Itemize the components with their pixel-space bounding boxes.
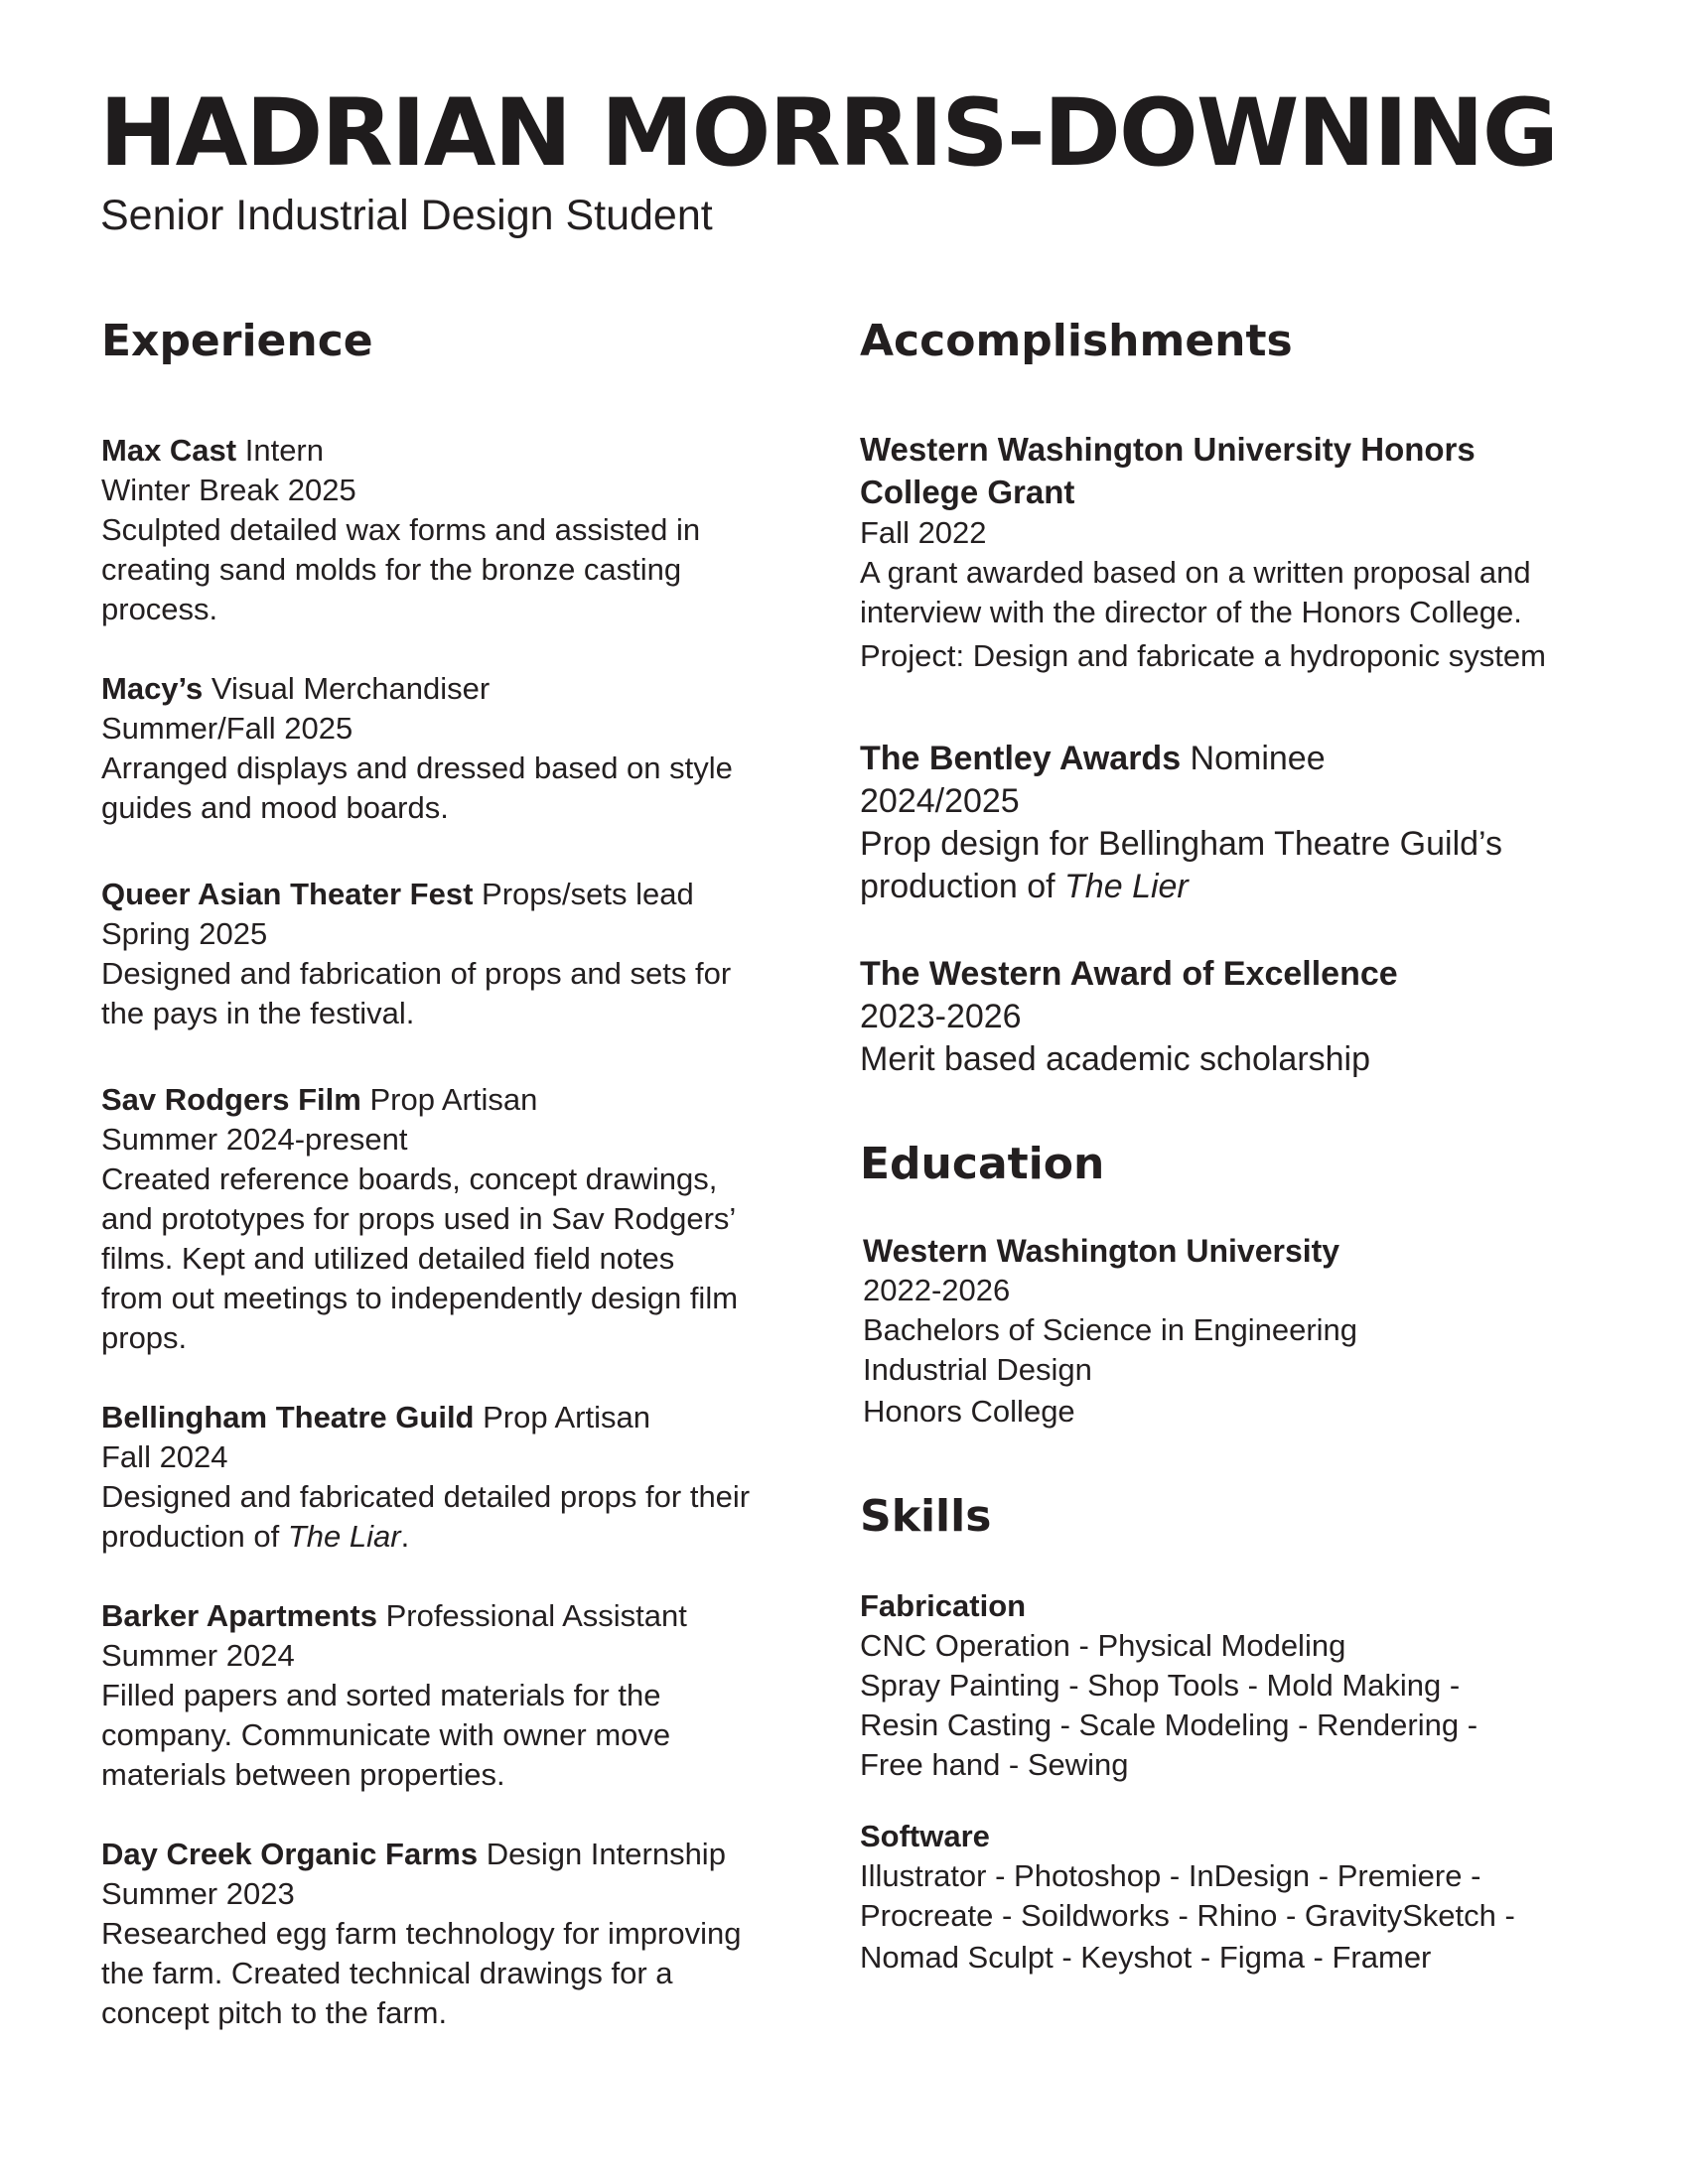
entry-desc: from out meetings to independently design film xyxy=(101,1280,739,1315)
entry-org: Max Cast xyxy=(101,432,237,468)
entry-desc: Designed and fabrication of props and sets for xyxy=(101,955,732,991)
entry-desc: the farm. Created technical drawings for a xyxy=(101,1955,673,1990)
entry-date: Summer 2024-present xyxy=(101,1121,408,1157)
accomplishment-desc: Project: Design and fabricate a hydroponic system xyxy=(860,637,1546,673)
accomplishment-desc: Prop design for Bellingham Theatre Guild’s xyxy=(860,824,1502,863)
skills-line: Spray Painting - Shop Tools - Mold Making - xyxy=(860,1668,1461,1704)
skills-line: Illustrator - Photoshop - InDesign - Premiere - xyxy=(860,1858,1481,1894)
entry-desc: Sculpted detailed wax forms and assisted in xyxy=(101,511,701,547)
entry-role: Visual Merchandiser xyxy=(203,670,491,706)
experience-heading: Experience xyxy=(101,316,373,366)
accomplishment-date: 2024/2025 xyxy=(860,781,1020,820)
accomplishment-role: Nominee xyxy=(1181,739,1326,777)
experience-entry xyxy=(101,1080,796,1358)
entry-org: Queer Asian Theater Fest xyxy=(101,876,474,911)
experience-entry xyxy=(101,431,796,629)
entry-date: Summer 2024 xyxy=(101,1637,295,1673)
experience-entry xyxy=(101,669,796,828)
accomplishment-desc: interview with the director of the Honors College. xyxy=(860,594,1522,629)
entry-desc: concept pitch to the farm. xyxy=(101,1994,448,2030)
education-years: 2022-2026 xyxy=(863,1272,1011,1307)
entry-desc: Designed and fabricated detailed props for their xyxy=(101,1478,751,1514)
production-title: The Lier xyxy=(1064,867,1189,905)
entry-desc: Filled papers and sorted materials for the xyxy=(101,1677,661,1712)
experience-column xyxy=(101,316,796,2033)
entry-date: Fall 2024 xyxy=(101,1438,228,1474)
entry-org: Sav Rodgers Film xyxy=(101,1081,361,1117)
entry-desc: materials between properties. xyxy=(101,1756,505,1792)
education-school: Western Washington University xyxy=(863,1232,1340,1269)
skills-line: Free hand - Sewing xyxy=(860,1747,1129,1783)
experience-entry xyxy=(101,1398,796,1557)
experience-entry xyxy=(101,875,796,1033)
skills-heading: Skills xyxy=(860,1490,992,1542)
entry-role: Prop Artisan xyxy=(474,1399,650,1434)
accomplishment-title: College Grant xyxy=(860,473,1075,510)
resume-name: HADRIAN MORRIS-DOWNING xyxy=(99,79,1557,188)
entry-desc-text: . xyxy=(400,1518,410,1554)
entry-desc: creating sand molds for the bronze casting xyxy=(101,551,682,587)
entry-org: Day Creek Organic Farms xyxy=(101,1836,479,1871)
entry-desc: films. Kept and utilized detailed field notes xyxy=(101,1240,675,1276)
accomplishment-date: 2023-2026 xyxy=(860,997,1022,1035)
accomplishment-entry xyxy=(860,953,1595,1081)
skills-line: Resin Casting - Scale Modeling - Rendering - xyxy=(860,1707,1478,1743)
experience-entry xyxy=(101,1596,796,1795)
entry-desc: props. xyxy=(101,1319,188,1355)
entry-desc: Researched egg farm technology for improving xyxy=(101,1915,742,1951)
entry-org: Macy’s xyxy=(101,670,204,706)
entry-desc: and prototypes for props used in Sav Rodgers’ xyxy=(101,1200,737,1236)
education-college: Honors College xyxy=(863,1393,1075,1429)
entry-desc: Created reference boards, concept drawings, xyxy=(101,1160,718,1196)
skills-line: Nomad Sculpt - Keyshot - Figma - Framer xyxy=(860,1940,1432,1976)
accomplishment-desc: Merit based academic scholarship xyxy=(860,1039,1371,1078)
accomplishment-title: The Western Award of Excellence xyxy=(860,954,1398,993)
right-column xyxy=(860,316,1595,1978)
production-title: The Liar xyxy=(287,1518,401,1554)
education-entry xyxy=(863,1231,1595,1432)
accomplishments-heading: Accomplishments xyxy=(860,316,1293,366)
accomplishment-title: The Bentley Awards xyxy=(860,739,1182,777)
skills-line: Procreate - Soildworks - Rhino - GravitySketch - xyxy=(860,1898,1515,1934)
resume-subtitle: Senior Industrial Design Student xyxy=(100,192,713,239)
entry-role: Props/sets lead xyxy=(473,876,694,911)
accomplishment-entry xyxy=(860,428,1595,676)
entry-desc: Arranged displays and dressed based on style xyxy=(101,750,733,785)
entry-desc: process. xyxy=(101,591,218,626)
education-degree: Bachelors of Science in Engineering xyxy=(863,1311,1358,1347)
education-major: Industrial Design xyxy=(863,1351,1092,1387)
entry-desc-text: production of xyxy=(101,1518,288,1554)
entry-org: Barker Apartments xyxy=(101,1597,377,1633)
entry-desc xyxy=(101,1517,796,1557)
entry-role: Prop Artisan xyxy=(360,1081,538,1117)
entry-desc: guides and mood boards. xyxy=(101,789,449,825)
accomplishment-title: Western Washington University Honors xyxy=(860,430,1476,468)
entry-date: Spring 2025 xyxy=(101,915,268,951)
entry-date: Summer/Fall 2025 xyxy=(101,710,353,746)
accomplishment-entry xyxy=(860,738,1595,908)
fabrication-heading: Fabrication xyxy=(860,1588,1027,1624)
accomplishment-date: Fall 2022 xyxy=(860,514,987,550)
software-heading: Software xyxy=(860,1819,990,1854)
entry-desc: the pays in the festival. xyxy=(101,995,415,1030)
entry-role: Design Internship xyxy=(478,1836,726,1871)
entry-role: Intern xyxy=(236,432,324,468)
skills-software xyxy=(860,1817,1595,1978)
skills-line: CNC Operation - Physical Modeling xyxy=(860,1628,1346,1664)
entry-date: Winter Break 2025 xyxy=(101,472,356,507)
entry-role: Professional Assistant xyxy=(376,1597,687,1633)
accomplishment-desc: A grant awarded based on a written proposal and xyxy=(860,554,1531,590)
accomplishment-desc-text: production of xyxy=(860,867,1065,905)
skills-fabrication xyxy=(860,1586,1595,1785)
entry-date: Summer 2023 xyxy=(101,1875,295,1911)
education-heading: Education xyxy=(860,1138,1105,1189)
entry-desc: company. Communicate with owner move xyxy=(101,1716,671,1752)
entry-org: Bellingham Theatre Guild xyxy=(101,1399,475,1434)
experience-entry xyxy=(101,1835,796,2033)
